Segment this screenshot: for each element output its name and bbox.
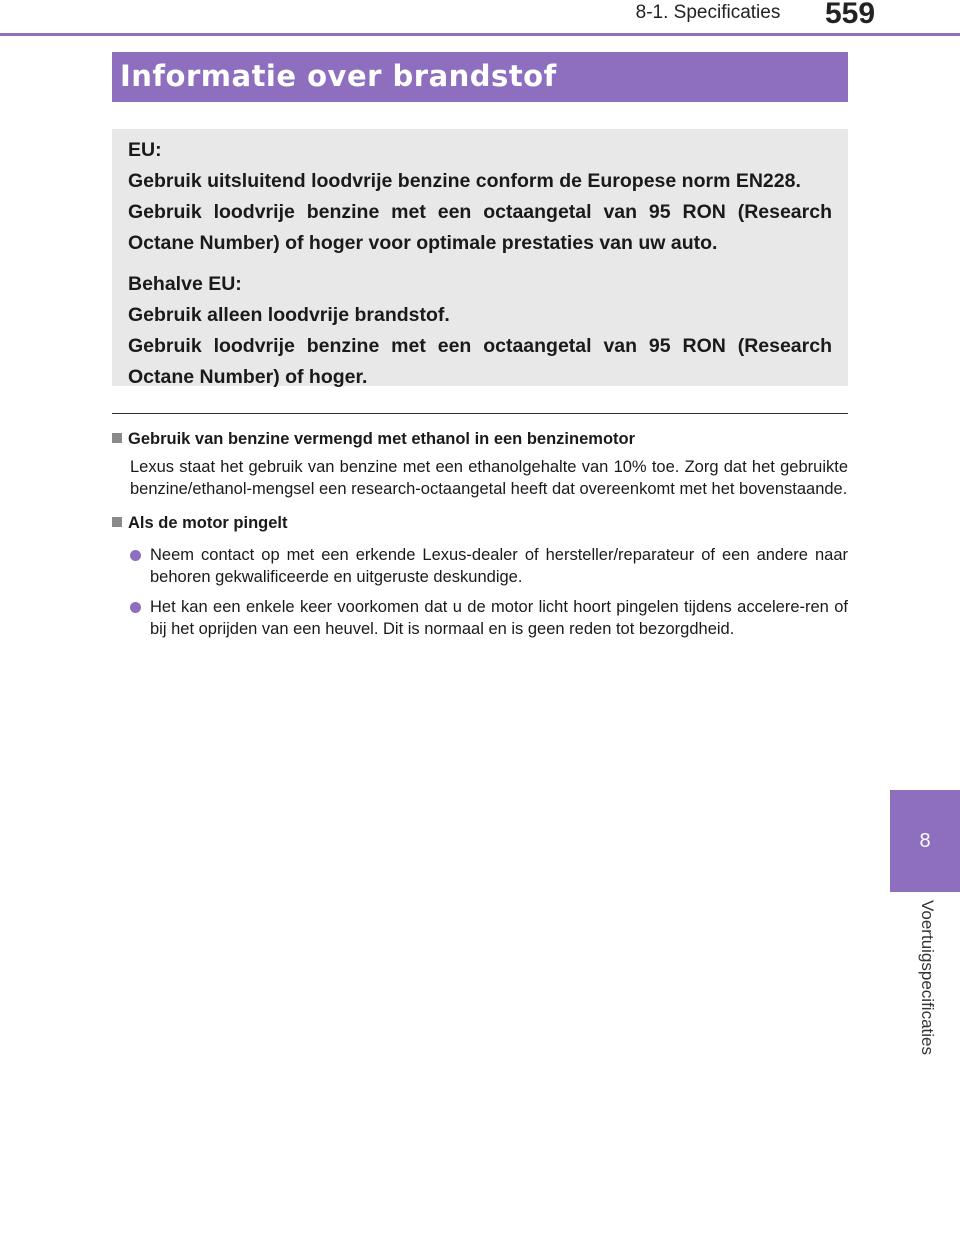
ethanol-heading-text: Gebruik van benzine vermengd met ethanol in een benzinemotor xyxy=(128,430,636,448)
chapter-side-label-text: Voertuigspecificaties xyxy=(918,900,937,1055)
square-bullet-icon xyxy=(112,433,122,443)
non-eu-label: Behalve EU: xyxy=(128,273,242,295)
page-title: Informatie over brandstof xyxy=(120,59,557,93)
knocking-bullet-1 xyxy=(130,544,848,588)
knocking-bullet-1-text: Neem contact op met een erkende Lexus-dealer of hersteller/reparateur of een andere naar behoren gekwalificeerde en uitgeruste deskundige. xyxy=(150,546,848,586)
eu-label: EU: xyxy=(128,139,162,161)
section-title-bar xyxy=(112,52,848,102)
chapter-tab: 8 xyxy=(890,790,960,892)
eu-line-2: Gebruik loodvrije benzine met een octaangetal van 95 RON (Research Octane Number) of hoger voor optimale prestaties van uw auto. xyxy=(128,201,832,254)
running-header-section: 8-1. Specificaties xyxy=(635,2,781,23)
chapter-side-label xyxy=(912,900,942,1100)
ethanol-text: Lexus staat het gebruik van benzine met een ethanolgehalte van 10% toe. Zorg dat het gebruikte benzine/ethanol-mengsel een research-octaangetal heeft dat overeenkomt met het bovenstaande. xyxy=(130,458,848,498)
knocking-heading xyxy=(112,510,848,536)
square-bullet-icon xyxy=(112,517,122,527)
notes-content xyxy=(112,426,848,640)
eu-line-1: Gebruik uitsluitend loodvrije benzine conform de Europese norm EN228. xyxy=(128,170,801,192)
non-eu-line-1: Gebruik alleen loodvrije brandstof. xyxy=(128,304,450,326)
header-rule xyxy=(0,33,960,36)
section-divider xyxy=(112,413,848,414)
knocking-bullet-2 xyxy=(130,596,848,640)
knocking-heading-text: Als de motor pingelt xyxy=(128,514,288,532)
circle-bullet-icon xyxy=(130,602,141,613)
circle-bullet-icon xyxy=(130,550,141,561)
knocking-bullet-2-text: Het kan een enkele keer voorkomen dat u de motor licht hoort pingelen tijdens accelere-ren of bij het oprijden van een heuvel. Dit is normaal en is geen reden tot bezorgdheid. xyxy=(150,598,848,638)
non-eu-line-2: Gebruik loodvrije benzine met een octaangetal van 95 RON (Research Octane Number) of hoger. xyxy=(128,335,832,388)
fuel-info-box xyxy=(112,129,848,386)
ethanol-heading xyxy=(112,426,848,452)
page-number: 559 xyxy=(825,0,876,30)
